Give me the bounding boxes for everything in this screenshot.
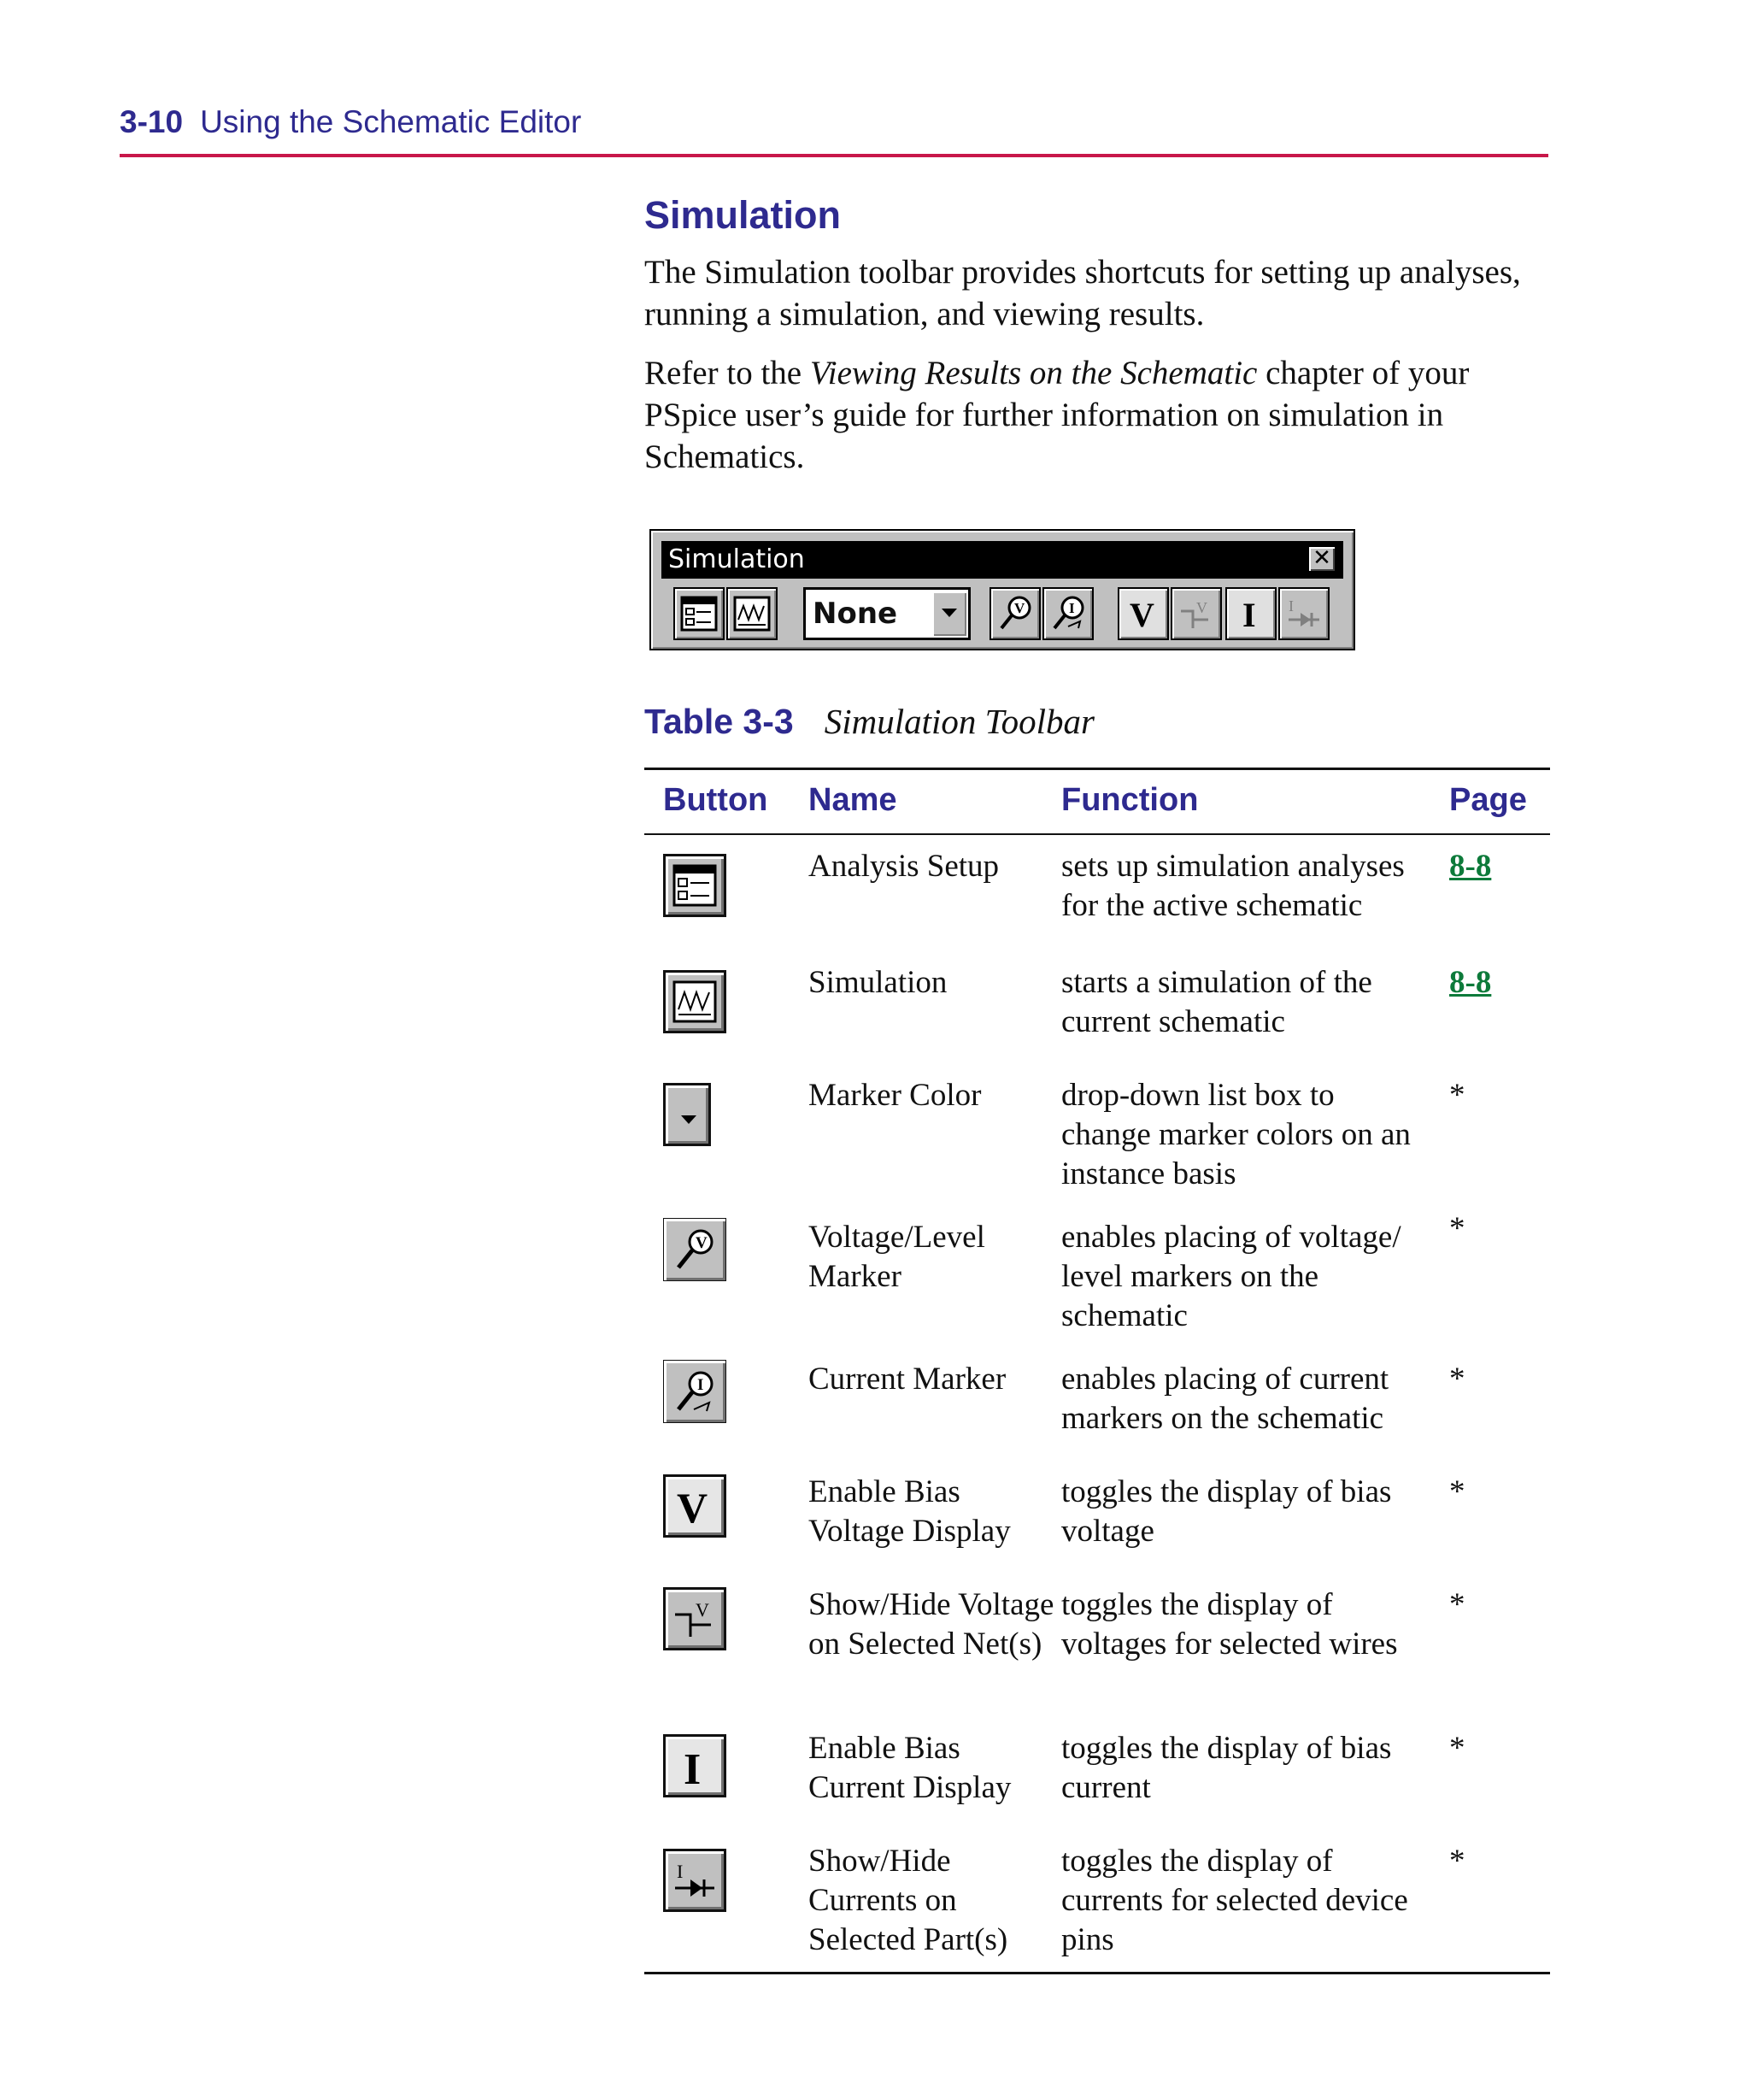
section-content bbox=[644, 190, 1550, 478]
reference-paragraph bbox=[644, 352, 1550, 478]
bias-current-icon bbox=[663, 1734, 726, 1797]
row-page: * bbox=[1449, 1844, 1465, 1879]
row-button-cell bbox=[663, 1587, 726, 1650]
row-button-cell bbox=[663, 854, 726, 917]
row-function: toggles the display of currents for selected device pins bbox=[1061, 1844, 1408, 1957]
row-function: sets up simulation analyses for the active schematic bbox=[1061, 849, 1405, 923]
toolbar-title: Simulation bbox=[668, 544, 805, 574]
page-number: 3-10 bbox=[120, 104, 184, 139]
row-button-cell bbox=[663, 1734, 726, 1797]
svg-text:V: V bbox=[1130, 596, 1154, 633]
row-function: toggles the display of bias current bbox=[1061, 1731, 1392, 1805]
net-voltage-icon bbox=[1177, 594, 1215, 633]
svg-text:I: I bbox=[1242, 596, 1256, 633]
header-name: Name bbox=[808, 782, 897, 818]
svg-text:V: V bbox=[696, 1599, 709, 1621]
page-link[interactable]: 8-8 bbox=[1449, 965, 1492, 1000]
row-function: drop-down list box to change marker colors on an instance basis bbox=[1061, 1078, 1411, 1191]
table-header-row bbox=[644, 770, 1550, 835]
row-page: * bbox=[1449, 1587, 1465, 1622]
section-heading: Simulation bbox=[644, 193, 842, 237]
simulation-icon bbox=[663, 970, 726, 1033]
dropdown-arrow-icon bbox=[663, 1083, 711, 1146]
row-page: * bbox=[1449, 1211, 1465, 1246]
toolbar-titlebar bbox=[661, 541, 1343, 579]
voltage-marker-icon bbox=[996, 594, 1034, 633]
row-name: Enable Bias Current Display bbox=[808, 1731, 1012, 1805]
simulation-toolbar-table bbox=[644, 768, 1550, 1974]
current-marker-icon bbox=[663, 1360, 726, 1423]
close-icon[interactable]: ✕ bbox=[1309, 547, 1335, 571]
row-function: toggles the display of bias voltage bbox=[1061, 1474, 1392, 1549]
select-value: None bbox=[813, 597, 898, 631]
svg-text:I: I bbox=[677, 1861, 684, 1882]
row-name: Show/Hide Currents on Selected Part(s) bbox=[808, 1844, 1008, 1957]
row-function: toggles the display of voltages for selected wires bbox=[1061, 1587, 1398, 1662]
table-row bbox=[644, 1204, 1550, 1348]
current-marker-icon bbox=[1049, 594, 1087, 633]
row-function: enables placing of voltage/ level markers on the schematic bbox=[1061, 1220, 1401, 1333]
svg-text:I: I bbox=[1069, 600, 1075, 616]
part-current-icon bbox=[1285, 594, 1323, 633]
bias-voltage-button[interactable] bbox=[1118, 587, 1169, 640]
bias-current-button[interactable] bbox=[1225, 587, 1277, 640]
svg-text:V: V bbox=[1014, 600, 1025, 616]
net-voltage-icon bbox=[663, 1587, 726, 1650]
row-button-cell bbox=[663, 1083, 711, 1146]
row-name: Voltage/Level Marker bbox=[808, 1220, 985, 1294]
table-row bbox=[644, 835, 1550, 950]
svg-text:V: V bbox=[677, 1484, 708, 1529]
header-button: Button bbox=[663, 782, 768, 818]
row-button-cell bbox=[663, 1849, 726, 1912]
table-row bbox=[644, 1348, 1550, 1461]
row-name: Simulation bbox=[808, 965, 948, 1000]
bias-current-icon bbox=[1232, 594, 1270, 633]
svg-text:I: I bbox=[684, 1745, 702, 1789]
marker-color-select[interactable] bbox=[803, 587, 971, 640]
page-link[interactable]: 8-8 bbox=[1449, 849, 1492, 884]
svg-text:V: V bbox=[1196, 599, 1207, 616]
voltage-marker-button[interactable] bbox=[990, 587, 1041, 640]
analysis-setup-button[interactable] bbox=[673, 587, 725, 640]
part-current-icon bbox=[663, 1849, 726, 1912]
svg-text:I: I bbox=[1289, 597, 1294, 615]
row-page: * bbox=[1449, 1362, 1465, 1397]
row-function: enables placing of current markers on the schematic bbox=[1061, 1362, 1389, 1436]
table-row bbox=[644, 1830, 1550, 1972]
table-row bbox=[644, 1574, 1550, 1717]
reference-text-end: chapter of your PSpice user’s guide for further information on simulation in Schematics. bbox=[644, 355, 1470, 475]
header-function: Function bbox=[1061, 782, 1199, 818]
simulation-icon bbox=[733, 594, 771, 633]
part-current-button[interactable] bbox=[1278, 587, 1330, 640]
net-voltage-button[interactable] bbox=[1171, 587, 1222, 640]
table-label: Table 3-3 bbox=[644, 702, 794, 741]
chapter-title: Using the Schematic Editor bbox=[200, 104, 582, 139]
bias-voltage-icon bbox=[1125, 594, 1162, 633]
current-marker-button[interactable] bbox=[1042, 587, 1094, 640]
row-button-cell bbox=[663, 1474, 726, 1538]
row-name: Current Marker bbox=[808, 1362, 1007, 1397]
simulation-button[interactable] bbox=[726, 587, 778, 640]
row-function: starts a simulation of the current schematic bbox=[1061, 965, 1372, 1039]
intro-paragraph: The Simulation toolbar provides shortcuts for setting up analyses, running a simulation, and viewing results. bbox=[644, 254, 1521, 332]
row-name: Analysis Setup bbox=[808, 849, 1000, 884]
row-page: * bbox=[1449, 1474, 1465, 1509]
voltage-marker-icon bbox=[663, 1218, 726, 1281]
table-row bbox=[644, 1461, 1550, 1574]
row-page: * bbox=[1449, 1731, 1465, 1766]
table-row bbox=[644, 1062, 1550, 1204]
bias-voltage-icon bbox=[663, 1474, 726, 1538]
reference-text-start: Refer to the bbox=[644, 355, 810, 391]
row-name: Enable Bias Voltage Display bbox=[808, 1474, 1011, 1549]
table-title: Simulation Toolbar bbox=[824, 702, 1095, 741]
row-button-cell bbox=[663, 970, 726, 1033]
row-page: * bbox=[1449, 1078, 1465, 1113]
svg-text:I: I bbox=[697, 1376, 704, 1394]
analysis-setup-icon bbox=[663, 854, 726, 917]
table-row bbox=[644, 1717, 1550, 1830]
svg-text:V: V bbox=[696, 1234, 708, 1252]
running-header bbox=[120, 104, 1548, 157]
chevron-down-icon[interactable] bbox=[932, 591, 966, 636]
simulation-toolbar-image bbox=[649, 529, 1355, 650]
row-button-cell bbox=[663, 1360, 726, 1423]
analysis-setup-icon bbox=[680, 594, 718, 633]
row-name: Marker Color bbox=[808, 1078, 982, 1113]
table-row bbox=[644, 950, 1550, 1062]
row-button-cell bbox=[663, 1218, 726, 1281]
reference-chapter-title: Viewing Results on the Schematic bbox=[809, 355, 1258, 391]
row-name: Show/Hide Voltage on Selected Net(s) bbox=[808, 1587, 1054, 1662]
header-page: Page bbox=[1449, 782, 1527, 818]
table-caption bbox=[644, 701, 1095, 742]
